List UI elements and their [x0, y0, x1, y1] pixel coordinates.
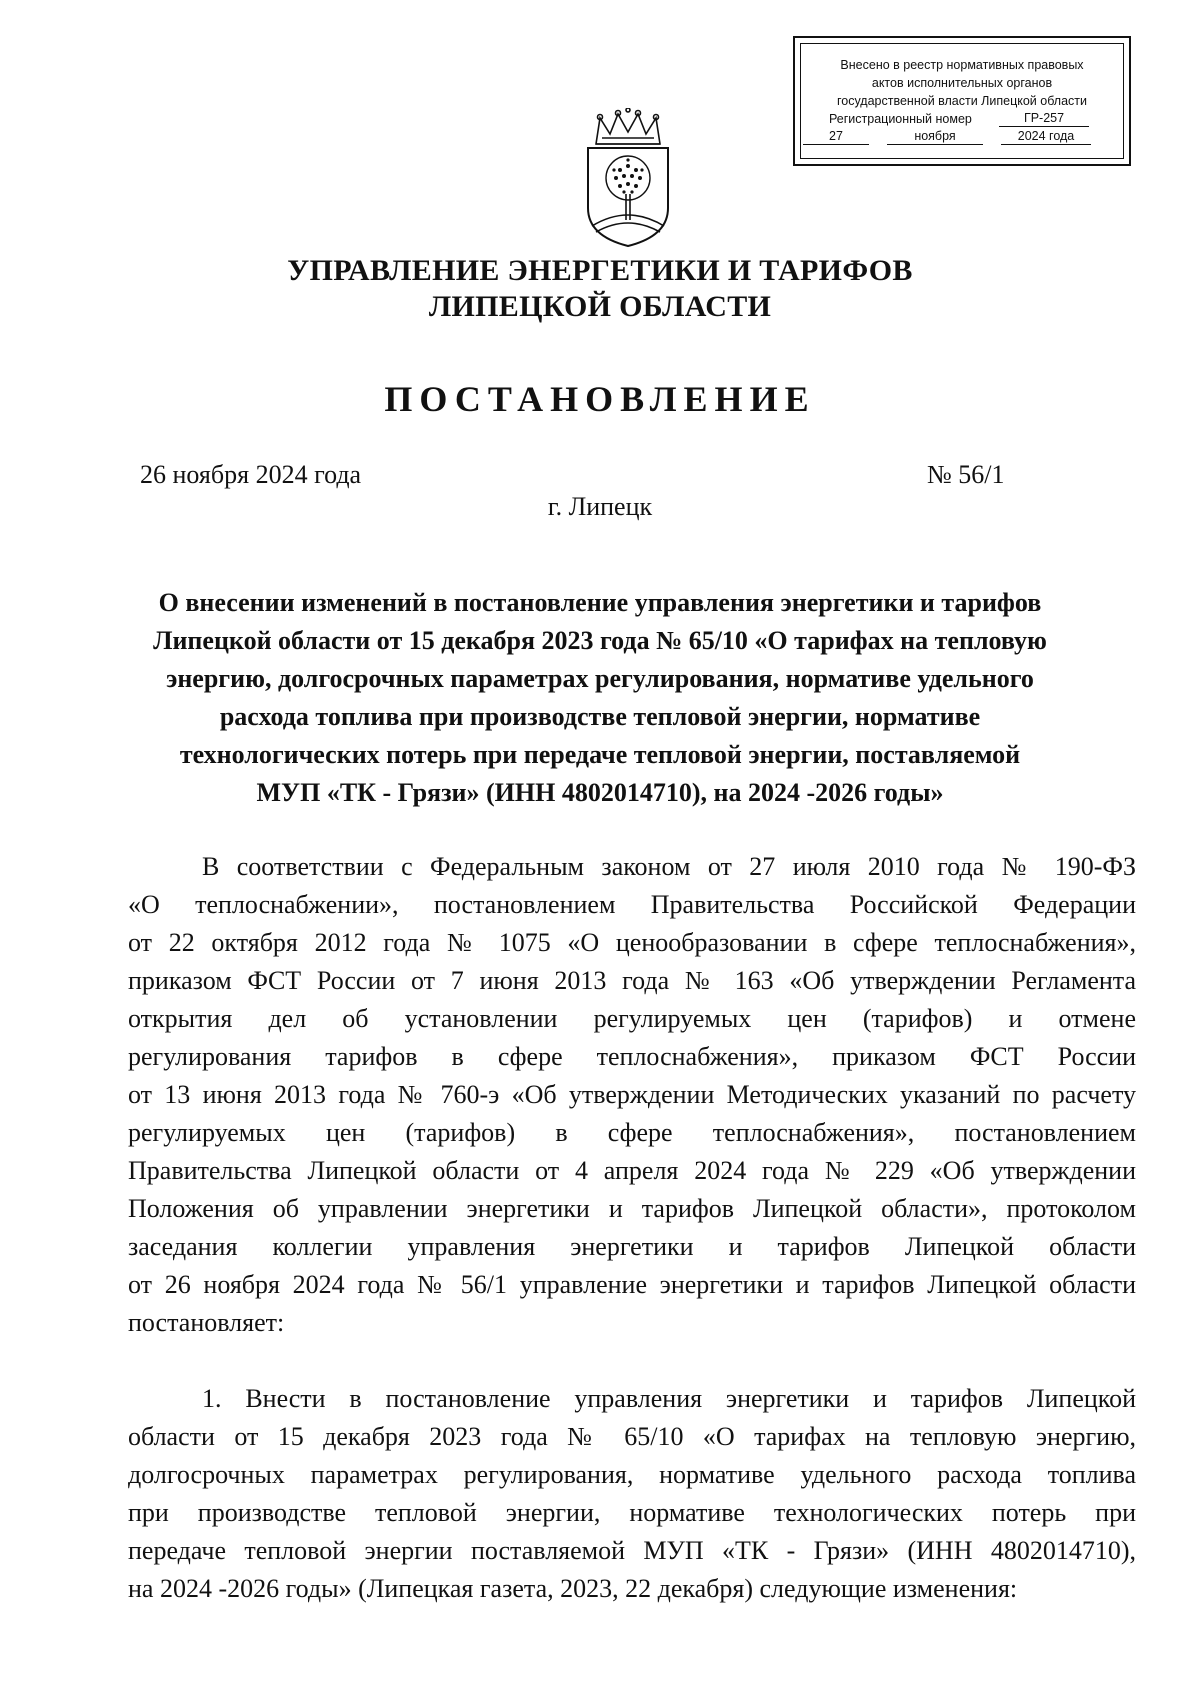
document-type: ПОСТАНОВЛЕНИЕ — [384, 379, 816, 419]
paragraph-line: от 22 октября 2012 года № 1075 «О ценообразовании в сфере теплоснабжения», — [128, 928, 1136, 957]
paragraph-line: от 13 июня 2013 года № 760-э «Об утверждении Методических указаний по расчету — [128, 1080, 1136, 1109]
stamp-date-row — [801, 128, 1123, 146]
paragraph-line: постановляет: — [128, 1308, 285, 1337]
paragraph-line: при производстве тепловой энергии, нормативе технологических потерь при — [128, 1498, 1136, 1527]
title-line: Липецкой области от 15 декабря 2023 года № 65/10 «О тарифах на тепловую — [153, 626, 1047, 655]
title-line: О внесении изменений в постановление управления энергетики и тарифов — [158, 588, 1042, 617]
document-number: № 56/1 — [927, 460, 1005, 489]
agency-name-line2: ЛИПЕЦКОЙ ОБЛАСТИ — [428, 290, 772, 323]
stamp-year: 2024 года — [1001, 128, 1091, 145]
registry-stamp-inner — [800, 43, 1124, 159]
stamp-day: 27 — [803, 128, 869, 145]
paragraph-line: от 26 ноября 2024 года № 56/1 управление энергетики и тарифов Липецкой области — [128, 1270, 1136, 1299]
stamp-reg-label: Регистрационный номер — [829, 112, 972, 126]
preamble-paragraph — [128, 848, 1136, 1342]
stamp-reg-row — [801, 110, 1123, 128]
paragraph-line: приказом ФСТ России от 7 июня 2013 года № 163 «Об утверждении Регламента — [128, 966, 1136, 995]
registry-stamp — [793, 36, 1131, 166]
paragraph-line: долгосрочных параметрах регулирования, нормативе удельного расхода топлива — [128, 1460, 1136, 1489]
paragraph-line: передаче тепловой энергии поставляемой МУП «ТК - Грязи» (ИНН 4802014710), — [128, 1536, 1136, 1565]
title-line: МУП «ТК - Грязи» (ИНН 4802014710), на 2024 -2026 годы» — [256, 778, 944, 807]
paragraph-line: открытия дел об установлении регулируемых цен (тарифов) и отмене — [128, 1004, 1136, 1033]
agency-name-line1: УПРАВЛЕНИЕ ЭНЕРГЕТИКИ И ТАРИФОВ — [287, 254, 913, 287]
title-line: расхода топлива при производстве тепловой энергии, нормативе — [219, 702, 981, 731]
document-city: г. Липецк — [547, 492, 653, 521]
paragraph-line: регулируемых цен (тарифов) в сфере теплоснабжения», постановлением — [128, 1118, 1136, 1147]
lipetsk-coat-of-arms-icon — [580, 108, 676, 250]
stamp-line: Внесено в реестр нормативных правовых — [840, 58, 1084, 72]
document-date: 26 ноября 2024 года — [140, 460, 362, 489]
paragraph-line: В соответствии с Федеральным законом от 27 июля 2010 года № 190-ФЗ — [202, 852, 1136, 881]
paragraph-line: Правительства Липецкой области от 4 апреля 2024 года № 229 «Об утверждении — [128, 1156, 1136, 1185]
stamp-line: государственной власти Липецкой области — [836, 94, 1088, 108]
stamp-reg-number: ГР-257 — [999, 110, 1089, 127]
paragraph-line: «О теплоснабжении», постановлением Правительства Российской Федерации — [128, 890, 1136, 919]
paragraph-line: области от 15 декабря 2023 года № 65/10 «О тарифах на тепловую энергию, — [128, 1422, 1136, 1451]
title-line: энергию, долгосрочных параметрах регулирования, нормативе удельного — [166, 664, 1034, 693]
paragraph-line: заседания коллегии управления энергетики и тарифов Липецкой области — [128, 1232, 1136, 1261]
paragraph-line: Положения об управлении энергетики и тарифов Липецкой области», протоколом — [128, 1194, 1136, 1223]
stamp-line: актов исполнительных органов — [871, 76, 1053, 90]
paragraph-line: 1. Внести в постановление управления энергетики и тарифов Липецкой — [202, 1384, 1136, 1413]
document-title — [120, 584, 1080, 812]
item-1-paragraph — [128, 1380, 1136, 1608]
title-line: технологических потерь при передаче тепловой энергии, поставляемой — [179, 740, 1021, 769]
paragraph-line: регулирования тарифов в сфере теплоснабжения», приказом ФСТ России — [128, 1042, 1136, 1071]
stamp-month: ноября — [887, 128, 983, 145]
paragraph-line: на 2024 -2026 годы» (Липецкая газета, 2023, 22 декабря) следующие изменения: — [128, 1574, 1018, 1603]
